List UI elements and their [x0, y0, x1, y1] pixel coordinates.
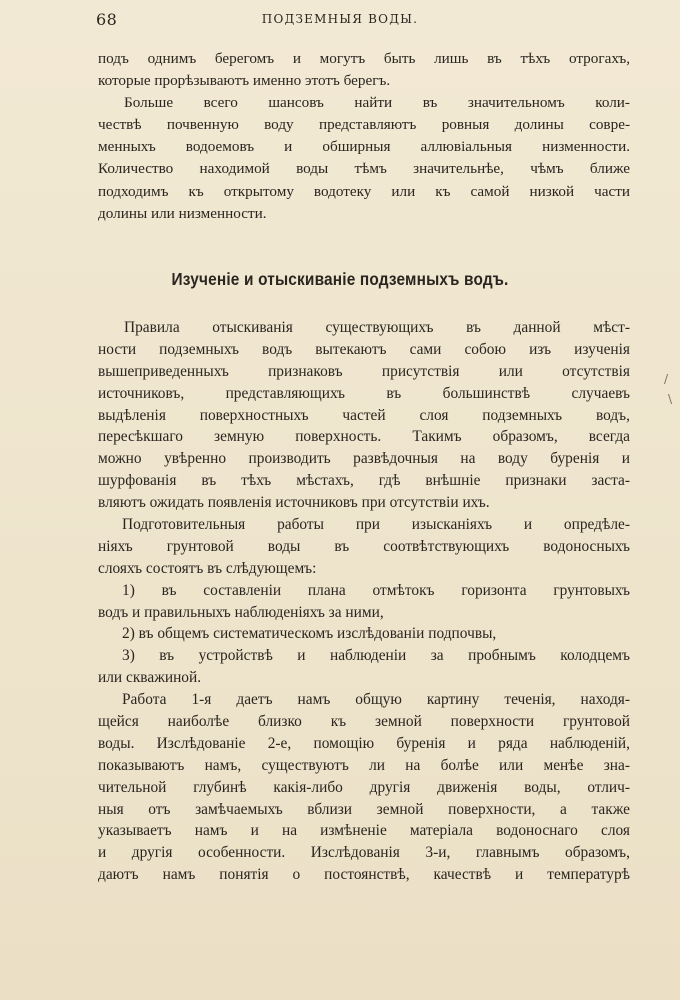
text-line: ности подземныхъ водъ вытекаютъ сами собою изъ изученія	[98, 340, 630, 358]
list-item: 1) въ составленіи плана отмѣтокъ горизонта грунтовыхъ	[122, 581, 630, 599]
text-line: можно увѣренно производить развѣдочныя на воду буренія и	[98, 450, 630, 468]
list-item: 2) въ общемъ систематическомъ изслѣдованіи подпочвы,	[122, 625, 497, 643]
text-line: Работа 1-я даетъ намъ общую картину теченія, находя-	[122, 691, 630, 709]
text-line: Правила отыскиванія существующихъ въ данной мѣст-	[124, 319, 630, 336]
text-line: ныя отъ замѣчаемыхъ вблизи земной поверхности, а также	[98, 800, 630, 818]
text-line: долины или низменности.	[98, 204, 267, 222]
text-line: слояхъ состоятъ въ слѣдующемъ:	[98, 559, 317, 577]
margin-mark: /	[664, 372, 669, 386]
text-line: воды. Изслѣдованіе 2-е, помощію буренія и ряда наблюденій,	[98, 734, 630, 752]
running-head	[0, 10, 680, 32]
section-heading: Изученіе и отыскиваніе подземныхъ водъ.	[171, 269, 509, 289]
text-line: чительной глубинѣ какія-либо другія движенія воды, отлич-	[98, 778, 630, 796]
text-line: источниковъ, представляющихъ въ большинствѣ случаевъ	[98, 384, 630, 402]
text-line: ніяхъ грунтовой воды въ соотвѣтствующихъ водоносныхъ	[98, 537, 630, 555]
text-line: подъ однимъ берегомъ и могутъ быть лишь въ тѣхъ отрогахъ,	[98, 50, 630, 67]
text-line: щейся наиболѣе близко къ земной поверхности грунтовой	[98, 713, 630, 731]
text-line: Количество находимой воды тѣмъ значительнѣе, чѣмъ ближе	[98, 160, 630, 178]
text-line: пересѣкшаго земную поверхность. Такимъ образомъ, всегда	[98, 428, 630, 446]
text-line: водъ и правильныхъ наблюденіяхъ за ними,	[98, 603, 384, 621]
text-line: и другія особенности. Изслѣдованія 3-и, главнымъ образомъ,	[98, 844, 630, 862]
text-line: или скважиной.	[98, 669, 202, 687]
text-line: выдѣленія поверхностныхъ частей слоя подземныхъ водъ,	[98, 406, 630, 424]
text-line: показываютъ намъ, существуютъ ли на болѣе или менѣе зна-	[98, 756, 630, 774]
text-line: менныхъ водоемовъ и обширныя аллювіальныя низменности.	[98, 138, 630, 156]
running-title: ПОДЗЕМНЫЯ ВОДЫ.	[261, 12, 419, 26]
list-item: 3) въ устройствѣ и наблюденіи за пробнымъ колодцемъ	[122, 647, 630, 665]
text-line: указываетъ намъ и на измѣненіе матеріала водоноснаго слоя	[98, 822, 630, 840]
section-body	[98, 317, 630, 886]
text-line: вляютъ ожидать появленія источниковъ при отсутствіи ихъ.	[98, 494, 490, 512]
text-line: вышеприведенныхъ признаковъ присутствія или отсутствія	[98, 362, 630, 380]
text-line: шурфованія въ тѣхъ мѣстахъ, гдѣ внѣшніе признаки заста-	[98, 472, 630, 490]
text-line: Подготовительныя работы при изысканіяхъ и опредѣле-	[122, 516, 630, 534]
page-number: 68	[96, 10, 118, 29]
intro-text	[98, 48, 630, 225]
text-line: Больше всего шансовъ найти въ значительномъ коли-	[124, 94, 630, 112]
text-line: подходимъ къ открытому водотеку или къ самой низкой части	[98, 182, 630, 200]
margin-mark: \	[668, 392, 673, 406]
text-line: которые прорѣзываютъ именно этотъ берегъ.	[98, 72, 391, 90]
text-line: чествѣ почвенную воду представляютъ ровныя долины совре-	[98, 116, 630, 134]
text-line: даютъ намъ понятія о постоянствѣ, качествѣ и температурѣ	[98, 866, 630, 884]
